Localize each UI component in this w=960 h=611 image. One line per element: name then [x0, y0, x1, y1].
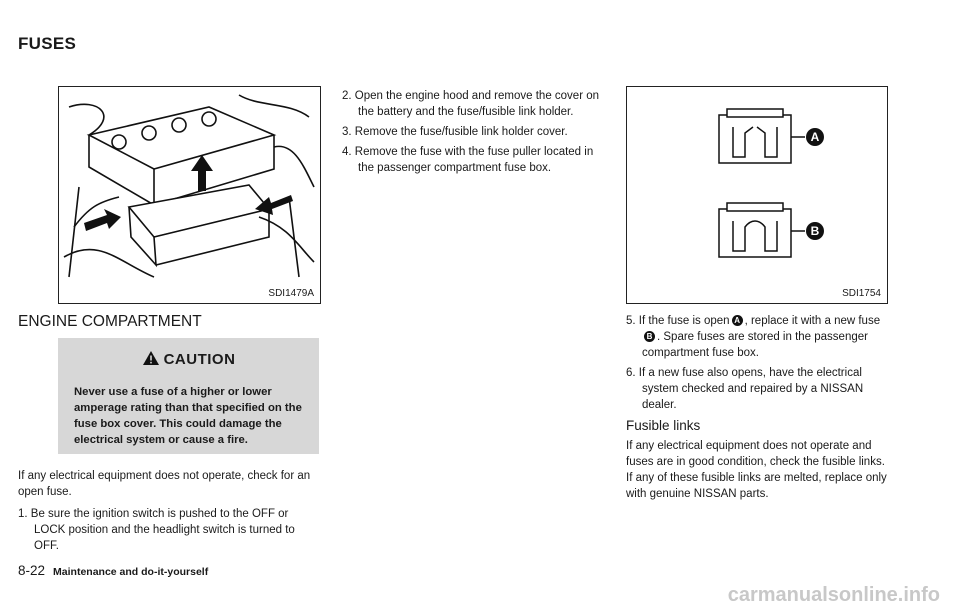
step-1: 1. Be sure the ignition switch is pushed to the OFF or LOCK position and the headlight switch is turned to OFF. [18, 508, 295, 552]
callout-b: B [810, 224, 820, 238]
fusible-links-heading: Fusible links [626, 418, 701, 433]
warning-triangle-icon [142, 350, 160, 366]
caution-header [58, 350, 319, 368]
footer-title: Maintenance and do-it-yourself [53, 566, 209, 578]
callout-b-inline-icon: B [644, 331, 655, 342]
fuse-illustration [627, 87, 885, 285]
steps-right [626, 313, 888, 417]
steps-middle [342, 88, 604, 180]
figure-id-label: SDI1479A [268, 288, 314, 299]
page-footer [18, 563, 208, 578]
step-5-pre: 5. If the fuse is open [626, 315, 730, 327]
step-6: 6. If a new fuse also opens, have the electrical system checked and repaired by a NISSAN dealer. [626, 367, 864, 411]
fuse-figure [626, 86, 888, 304]
engine-compartment-illustration [59, 87, 319, 285]
step-5-mid: , replace it with a new fuse [744, 315, 881, 327]
step-4: 4. Remove the fuse with the fuse puller located in the passenger compartment fuse box. [342, 146, 594, 174]
step-5 [626, 313, 888, 361]
step-3: 3. Remove the fuse/fusible link holder cover. [342, 126, 568, 138]
caution-text: Never use a fuse of a higher or lower amperage rating than that specified on the fuse box cover. This could damage the electrical system or cause a fire. [74, 386, 302, 446]
page-section-title: FUSES [18, 34, 77, 53]
callout-a-inline-icon: A [732, 315, 743, 326]
fusible-links-paragraph: If any electrical equipment does not operate and fuses are in good condition, check the fusible links. If any of these fusible links are melted, replace only with genuine NISSAN parts. [626, 440, 887, 500]
page-number: 8-22 [18, 563, 46, 578]
watermark: carmanualsonline.info [727, 584, 940, 606]
step-2: 2. Open the engine hood and remove the cover on the battery and the fuse/fusible link holder. [342, 90, 600, 118]
callout-a: A [810, 130, 820, 144]
engine-compartment-figure [58, 86, 321, 304]
step-5-post: . Spare fuses are stored in the passenger compartment fuse box. [642, 331, 868, 359]
caution-label: CAUTION [163, 351, 236, 368]
engine-compartment-heading: ENGINE COMPARTMENT [18, 313, 202, 330]
caution-box [58, 338, 319, 454]
intro-paragraph: If any electrical equipment does not operate, check for an open fuse. [18, 470, 311, 498]
steps-left [18, 506, 320, 558]
figure-id-label: SDI1754 [842, 288, 881, 299]
